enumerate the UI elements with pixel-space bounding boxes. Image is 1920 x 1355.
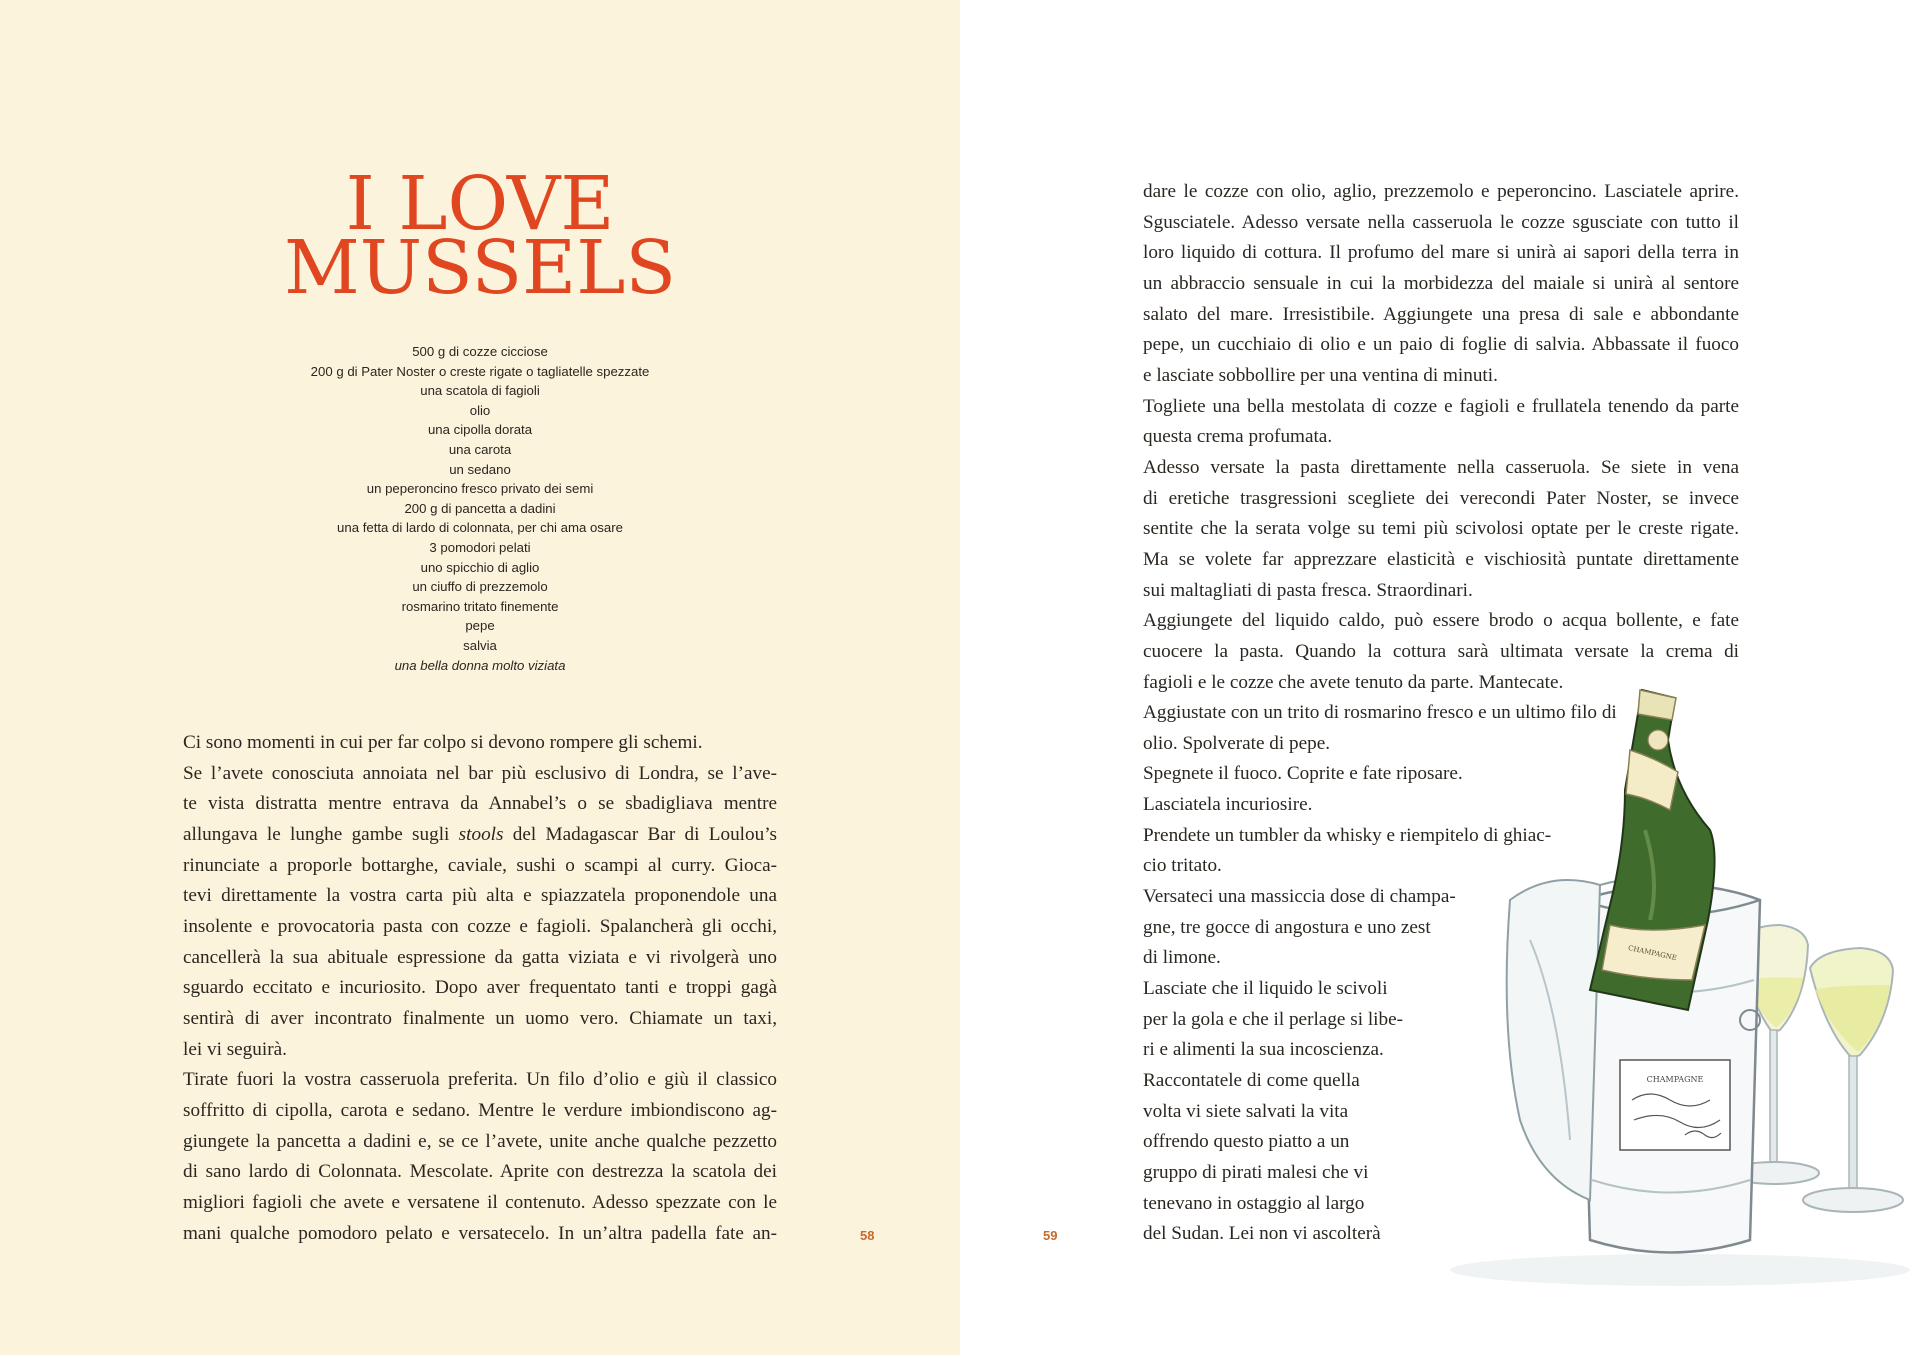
text-line: migliori fagioli che avete e versatene il contenuto. Adesso spezzate con le <box>183 1191 777 1213</box>
text-line: Versateci una massiccia dose di champa- <box>1143 886 1456 908</box>
text-line: di limone. <box>1143 947 1221 969</box>
page-number-right: 59 <box>1043 1228 1058 1243</box>
ingredient-item: 200 g di pancetta a dadini <box>404 500 556 516</box>
text-line: Aggiungete del liquido caldo, può essere brodo o acqua bollente, e fate <box>1143 610 1739 632</box>
ingredient-item: 200 g di Pater Noster o creste rigate o tagliatelle spezzate <box>310 363 650 379</box>
text-line: cancellerà la sua abituale espressione da gatta viziata e vi rivolgerà uno <box>183 946 777 968</box>
text-line: Togliete una bella mestolata di cozze e fagioli e frullatela tenendo da parte <box>1143 395 1739 417</box>
text-line: pepe, un cucchiaio di olio e un paio di foglie di salvia. Abbassate il fuoco <box>1143 334 1739 356</box>
text-line: salato del mare. Irresistibile. Aggiungete una presa di sale e abbondante <box>1143 303 1739 325</box>
text-line: Prendete un tumbler da whisky e riempitelo di ghiac- <box>1143 824 1552 846</box>
text-line: volta vi siete salvati la vita <box>1143 1100 1349 1122</box>
text-line: insolente e provocatoria pasta con cozze e fagioli. Spalancherà gli occhi, <box>183 915 777 937</box>
text-line: sguardo eccitato e incuriosito. Dopo aver frequentato tanti e troppi gagà <box>183 977 777 999</box>
text-line: loro liquido di cottura. Il profumo del mare si unirà ai sapori della terra in <box>1143 242 1739 264</box>
ingredient-item: 3 pomodori pelati <box>429 539 531 555</box>
text-line: gne, tre gocce di angostura e uno zest <box>1143 916 1431 938</box>
text-line: fagioli e le cozze che avete tenuto da parte. Mantecate. <box>1143 671 1564 693</box>
text-line: Tirate fuori la vostra casseruola preferita. Un filo d’olio e giù il classico <box>183 1069 777 1091</box>
text-line: allungava le lunghe gambe sugli stools del Madagascar Bar di Loulou’s <box>183 823 777 845</box>
text-line: Sgusciatele. Adesso versate nella casseruola le cozze sgusciate con tutto il <box>1143 211 1739 233</box>
text-line: sui maltagliati di pasta fresca. Straordinari. <box>1143 579 1473 601</box>
ingredient-item: una scatola di fagioli <box>420 383 540 399</box>
left-body-text <box>183 728 777 1249</box>
text-line: del Sudan. Lei non vi ascolterà <box>1143 1223 1381 1245</box>
text-line: soffritto di cipolla, carota e sedano. Mentre le verdure imbiondiscono ag- <box>183 1099 777 1121</box>
text-line: dare le cozze con olio, aglio, prezzemolo e peperoncino. Lasciatele aprire. <box>1143 181 1739 202</box>
ingredient-item: una cipolla dorata <box>427 422 533 438</box>
ingredient-item: olio <box>469 402 491 418</box>
ingredient-item: rosmarino tritato finemente <box>401 598 559 614</box>
text-line: rinunciate a proporle bottarghe, caviale, sushi o scampi al curry. Gioca- <box>183 854 777 876</box>
ingredient-item: salvia <box>463 637 497 653</box>
bucket-label-text: CHAMPAGNE <box>1646 1075 1704 1084</box>
text-line: lei vi seguirà. <box>183 1038 287 1060</box>
text-line: e lasciate sobbollire per una ventina di minuti. <box>1143 364 1498 386</box>
right-body-text <box>1143 177 1739 1250</box>
text-line: cio tritato. <box>1143 855 1222 877</box>
text-line: mani qualche pomodoro pelato e versatecelo. In un’altra padella fate an- <box>183 1222 777 1244</box>
text-line: Adesso versate la pasta direttamente nella casseruola. Se siete in vena <box>1143 456 1739 478</box>
text-line: Raccontatele di come quella <box>1143 1070 1360 1092</box>
shadow-wash <box>1450 1254 1910 1286</box>
text-line: questa crema profumata. <box>1143 426 1333 448</box>
text-line: Lasciatela incuriosire. <box>1143 794 1313 816</box>
recipe-title <box>200 161 760 311</box>
ingredient-item: una fetta di lardo di colonnata, per chi ama osare <box>337 520 623 536</box>
text-line: per la gola e che il perlage si libe- <box>1143 1008 1403 1030</box>
bottle-label-text: CHAMPAGNE <box>1627 943 1678 963</box>
text-line: Spegnete il fuoco. Coprite e fate riposare. <box>1143 763 1463 785</box>
text-line: te vista distratta mentre entrava da Annabel’s o se sbadigliava mentre <box>183 793 777 815</box>
text-line: gruppo di pirati malesi che vi <box>1143 1162 1369 1183</box>
text-line: di eretiche trasgressioni scegliete dei verecondi Pater Noster, se invece <box>1143 487 1739 509</box>
text-line: giungete la pancetta a dadini e, se ce l’avete, unite anche qualche pezzetto <box>183 1130 777 1152</box>
text-line: sentirà di aver incontrato finalmente un uomo vero. Chiamate un taxi, <box>183 1007 777 1029</box>
text-line: ri e alimenti la sua incoscienza. <box>1143 1039 1384 1061</box>
page-number-left: 58 <box>860 1228 875 1243</box>
ingredient-item: un ciuffo di prezzemolo <box>412 579 548 595</box>
text-line: tevi direttamente la vostra carta più alta e spiazzatela proponendole una <box>183 885 777 907</box>
title-line-1: I LOVE <box>345 161 615 247</box>
ingredient-item: uno spicchio di aglio <box>420 559 540 575</box>
text-line: Lasciate che il liquido le scivoli <box>1143 978 1388 1000</box>
text-line: tenevano in ostaggio al largo <box>1143 1192 1365 1214</box>
text-line: Ci sono momenti in cui per far colpo si devono rompere gli schemi. <box>183 732 703 753</box>
text-line: di sano lardo di Colonnata. Mescolate. Aprite con destrezza la scatola dei <box>183 1161 777 1183</box>
ingredient-item: un peperoncino fresco privato dei semi <box>366 481 594 497</box>
ingredient-item: una bella donna molto viziata <box>394 657 566 673</box>
ingredient-item: pepe <box>465 618 495 634</box>
ingredients-list <box>230 342 730 675</box>
text-line: olio. Spolverate di pepe. <box>1143 732 1331 754</box>
text-line: un abbraccio sensuale in cui la morbidezza del maiale si unirà al sentore <box>1143 272 1739 294</box>
text-line: Aggiustate con un trito di rosmarino fresco e un ultimo filo di <box>1143 702 1617 724</box>
text-line: Se l’avete conosciuta annoiata nel bar più esclusivo di Londra, se l’ave- <box>183 762 777 784</box>
text-line: Ma se volete far apprezzare elasticità e vischiosità puntate direttamente <box>1143 548 1739 570</box>
ingredient-item: una carota <box>448 441 512 457</box>
title-line-2: MUSSELS <box>283 225 677 311</box>
text-line: offrendo questo piatto a un <box>1143 1131 1350 1153</box>
ingredient-item: un sedano <box>449 461 511 477</box>
ingredient-item: 500 g di cozze cicciose <box>412 344 548 359</box>
text-line: sentite che la serata volge su temi più scivolosi optate per le creste rigate. <box>1143 518 1739 540</box>
text-line: cuocere la pasta. Quando la cottura sarà ultimata versate la crema di <box>1143 640 1739 662</box>
